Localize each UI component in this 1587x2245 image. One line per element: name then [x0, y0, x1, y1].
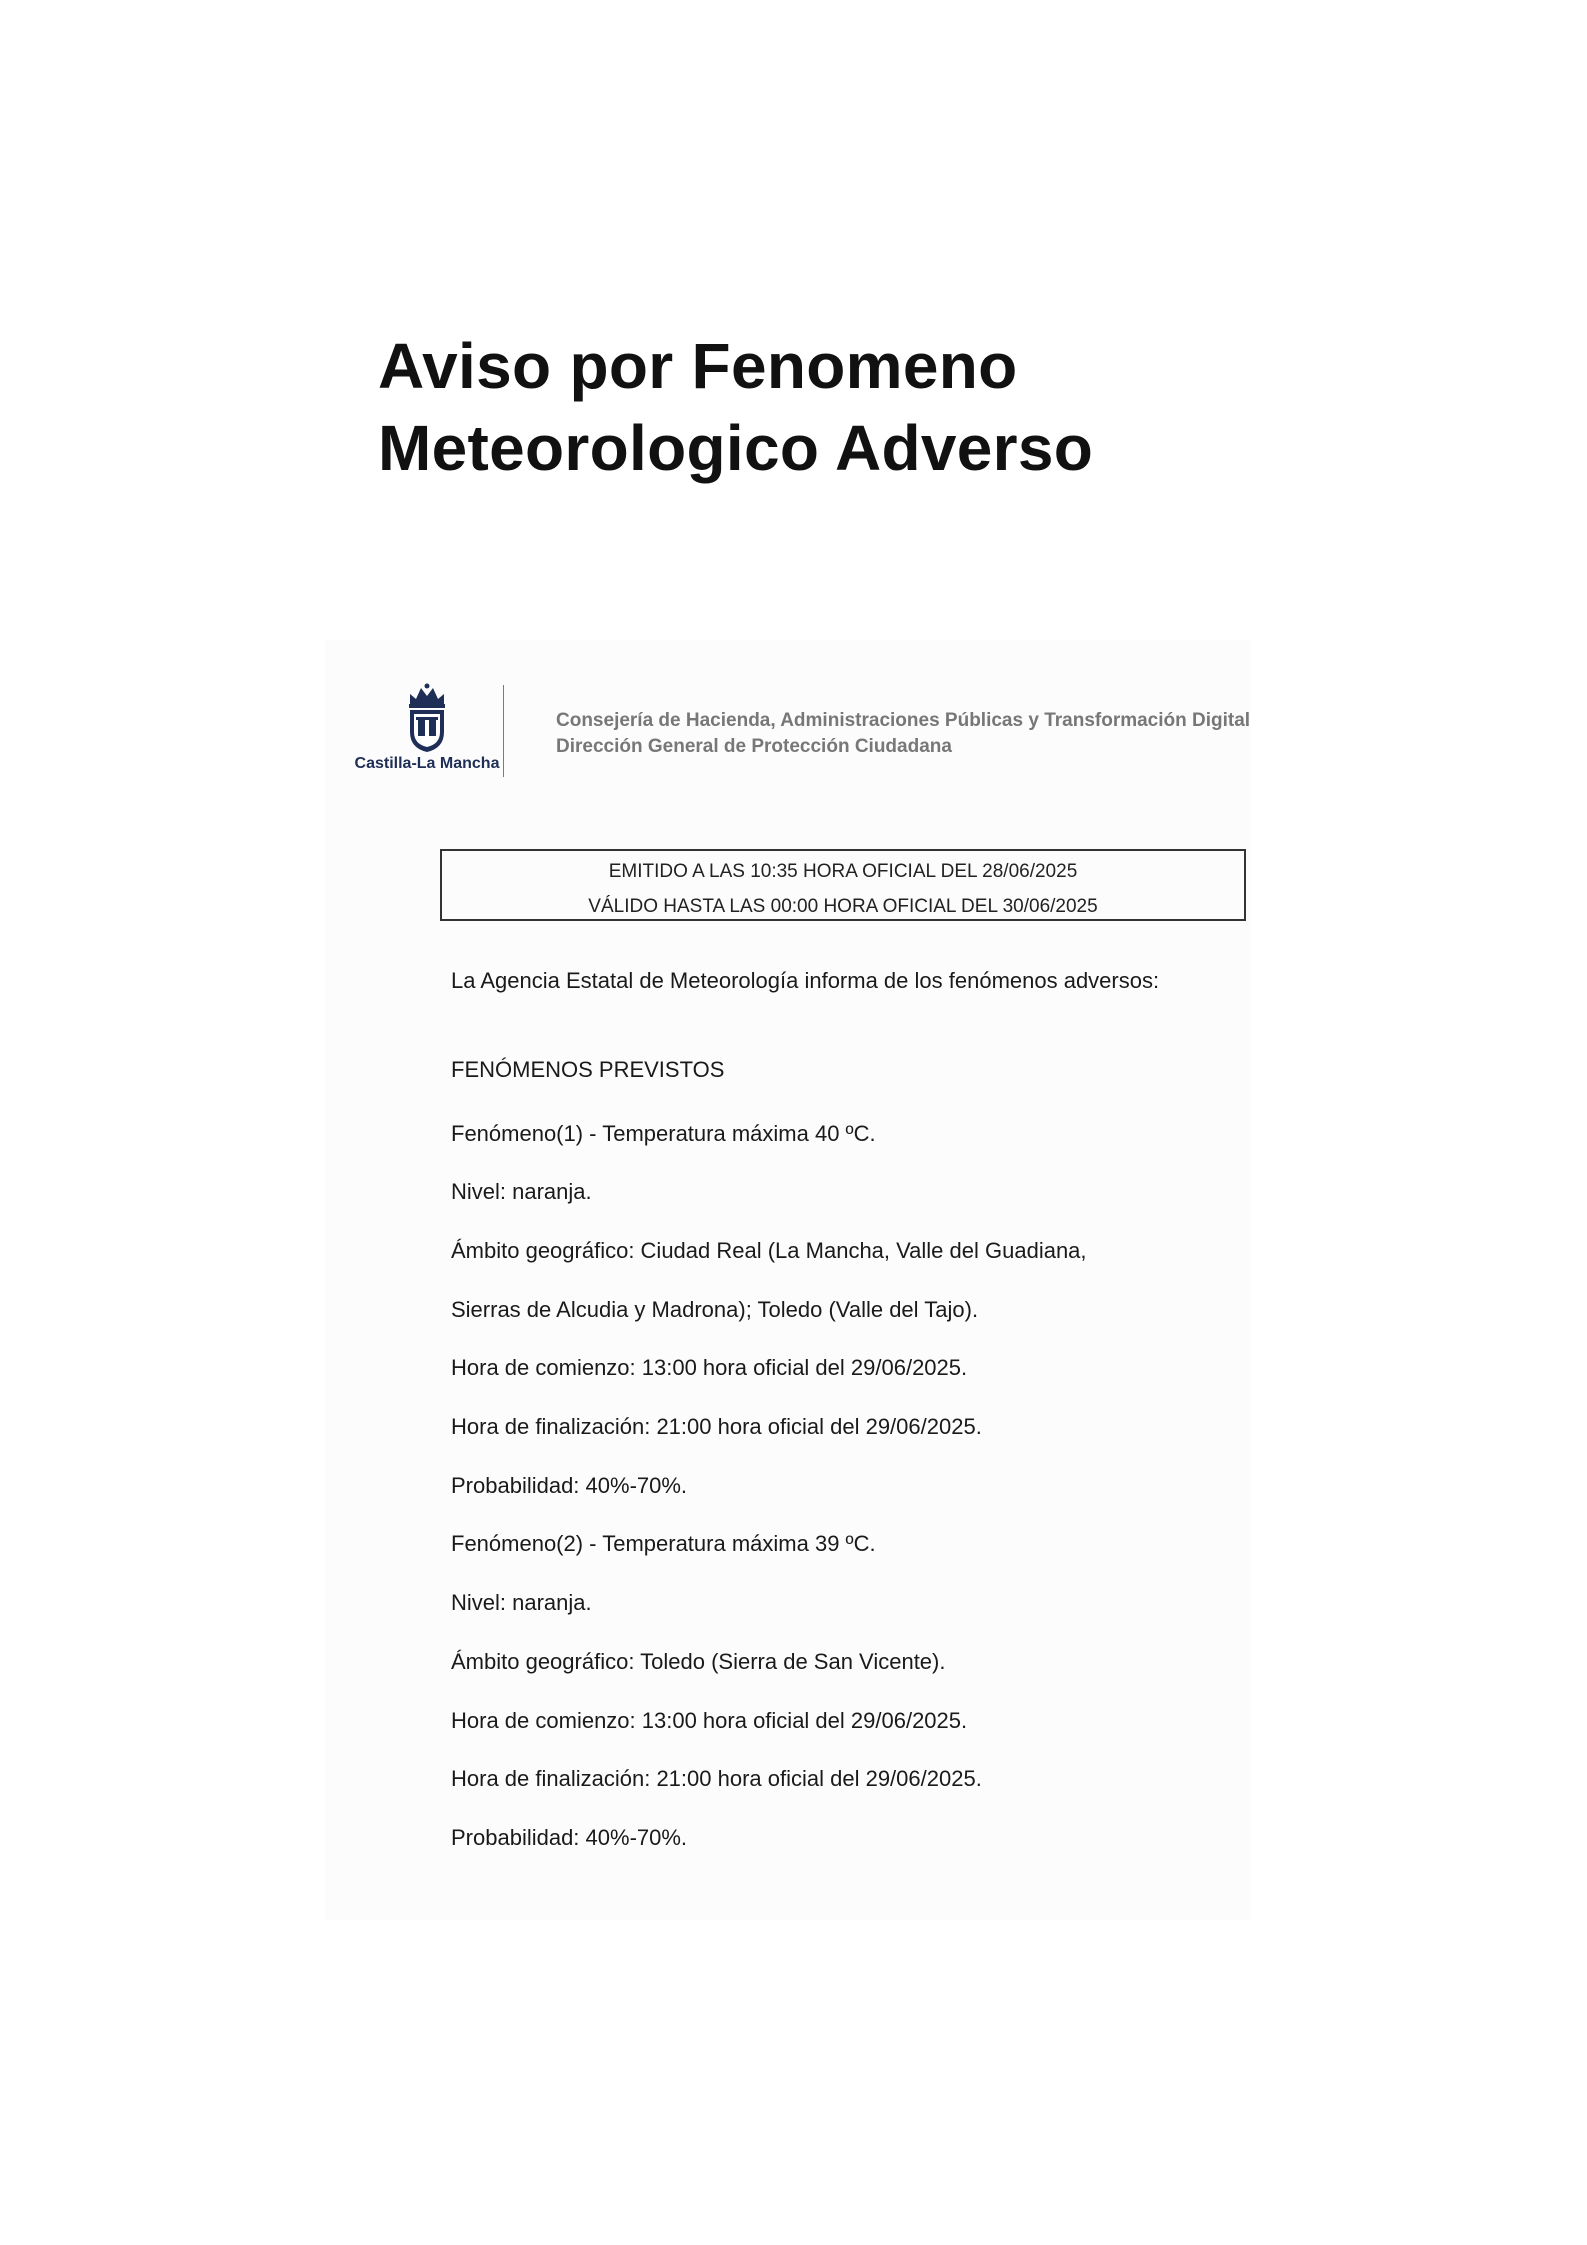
- title-line-1: Aviso por Fenomeno: [378, 330, 1018, 402]
- org-directorate: Dirección General de Protección Ciudadana: [556, 736, 952, 757]
- issued-line: EMITIDO A LAS 10:35 HORA OFICIAL DEL 28/06/2025: [608, 861, 1078, 882]
- organization-header: [556, 708, 1256, 760]
- org-department: Consejería de Hacienda, Administraciones Públicas y Transformación Digital: [556, 710, 1251, 731]
- document-title: [378, 325, 1278, 489]
- phenomenon-2-title: Fenómeno(2) - Temperatura máxima 39 ºC.: [451, 1531, 876, 1556]
- phenomenon-2-area: Ámbito geográfico: Toledo (Sierra de San Vicente).: [451, 1649, 946, 1674]
- valid-until-line: VÁLIDO HASTA LAS 00:00 HORA OFICIAL DEL 30/06/2025: [588, 896, 1098, 917]
- phenomenon-1-area: Ámbito geográfico: Ciudad Real (La Mancha, Valle del Guadiana,: [451, 1238, 1087, 1263]
- castilla-la-mancha-logo: [352, 682, 502, 782]
- phenomenon-2-level: Nivel: naranja.: [451, 1590, 592, 1615]
- intro-text: La Agencia Estatal de Meteorología informa de los fenómenos adversos:: [451, 968, 1160, 993]
- logo-text: Castilla-La Mancha: [354, 755, 500, 772]
- validity-box: [440, 849, 1246, 921]
- section-heading: FENÓMENOS PREVISTOS: [451, 1057, 725, 1082]
- header-divider: [503, 685, 504, 777]
- phenomenon-2-start: Hora de comienzo: 13:00 hora oficial del 29/06/2025.: [451, 1708, 968, 1733]
- phenomenon-1-start: Hora de comienzo: 13:00 hora oficial del 29/06/2025.: [451, 1355, 968, 1380]
- title-line-2: Meteorologico Adverso: [378, 412, 1094, 484]
- phenomenon-1-end: Hora de finalización: 21:00 hora oficial del 29/06/2025.: [451, 1414, 982, 1439]
- phenomenon-1-title: Fenómeno(1) - Temperatura máxima 40 ºC.: [451, 1121, 876, 1146]
- phenomenon-2-probability: Probabilidad: 40%-70%.: [451, 1825, 688, 1850]
- phenomenon-1-probability: Probabilidad: 40%-70%.: [451, 1473, 688, 1498]
- phenomenon-1-level: Nivel: naranja.: [451, 1179, 592, 1204]
- phenomenon-2-end: Hora de finalización: 21:00 hora oficial del 29/06/2025.: [451, 1766, 982, 1791]
- castle-crown-icon: [400, 682, 454, 754]
- phenomenon-1-area-cont: Sierras de Alcudia y Madrona); Toledo (Valle del Tajo).: [451, 1297, 979, 1322]
